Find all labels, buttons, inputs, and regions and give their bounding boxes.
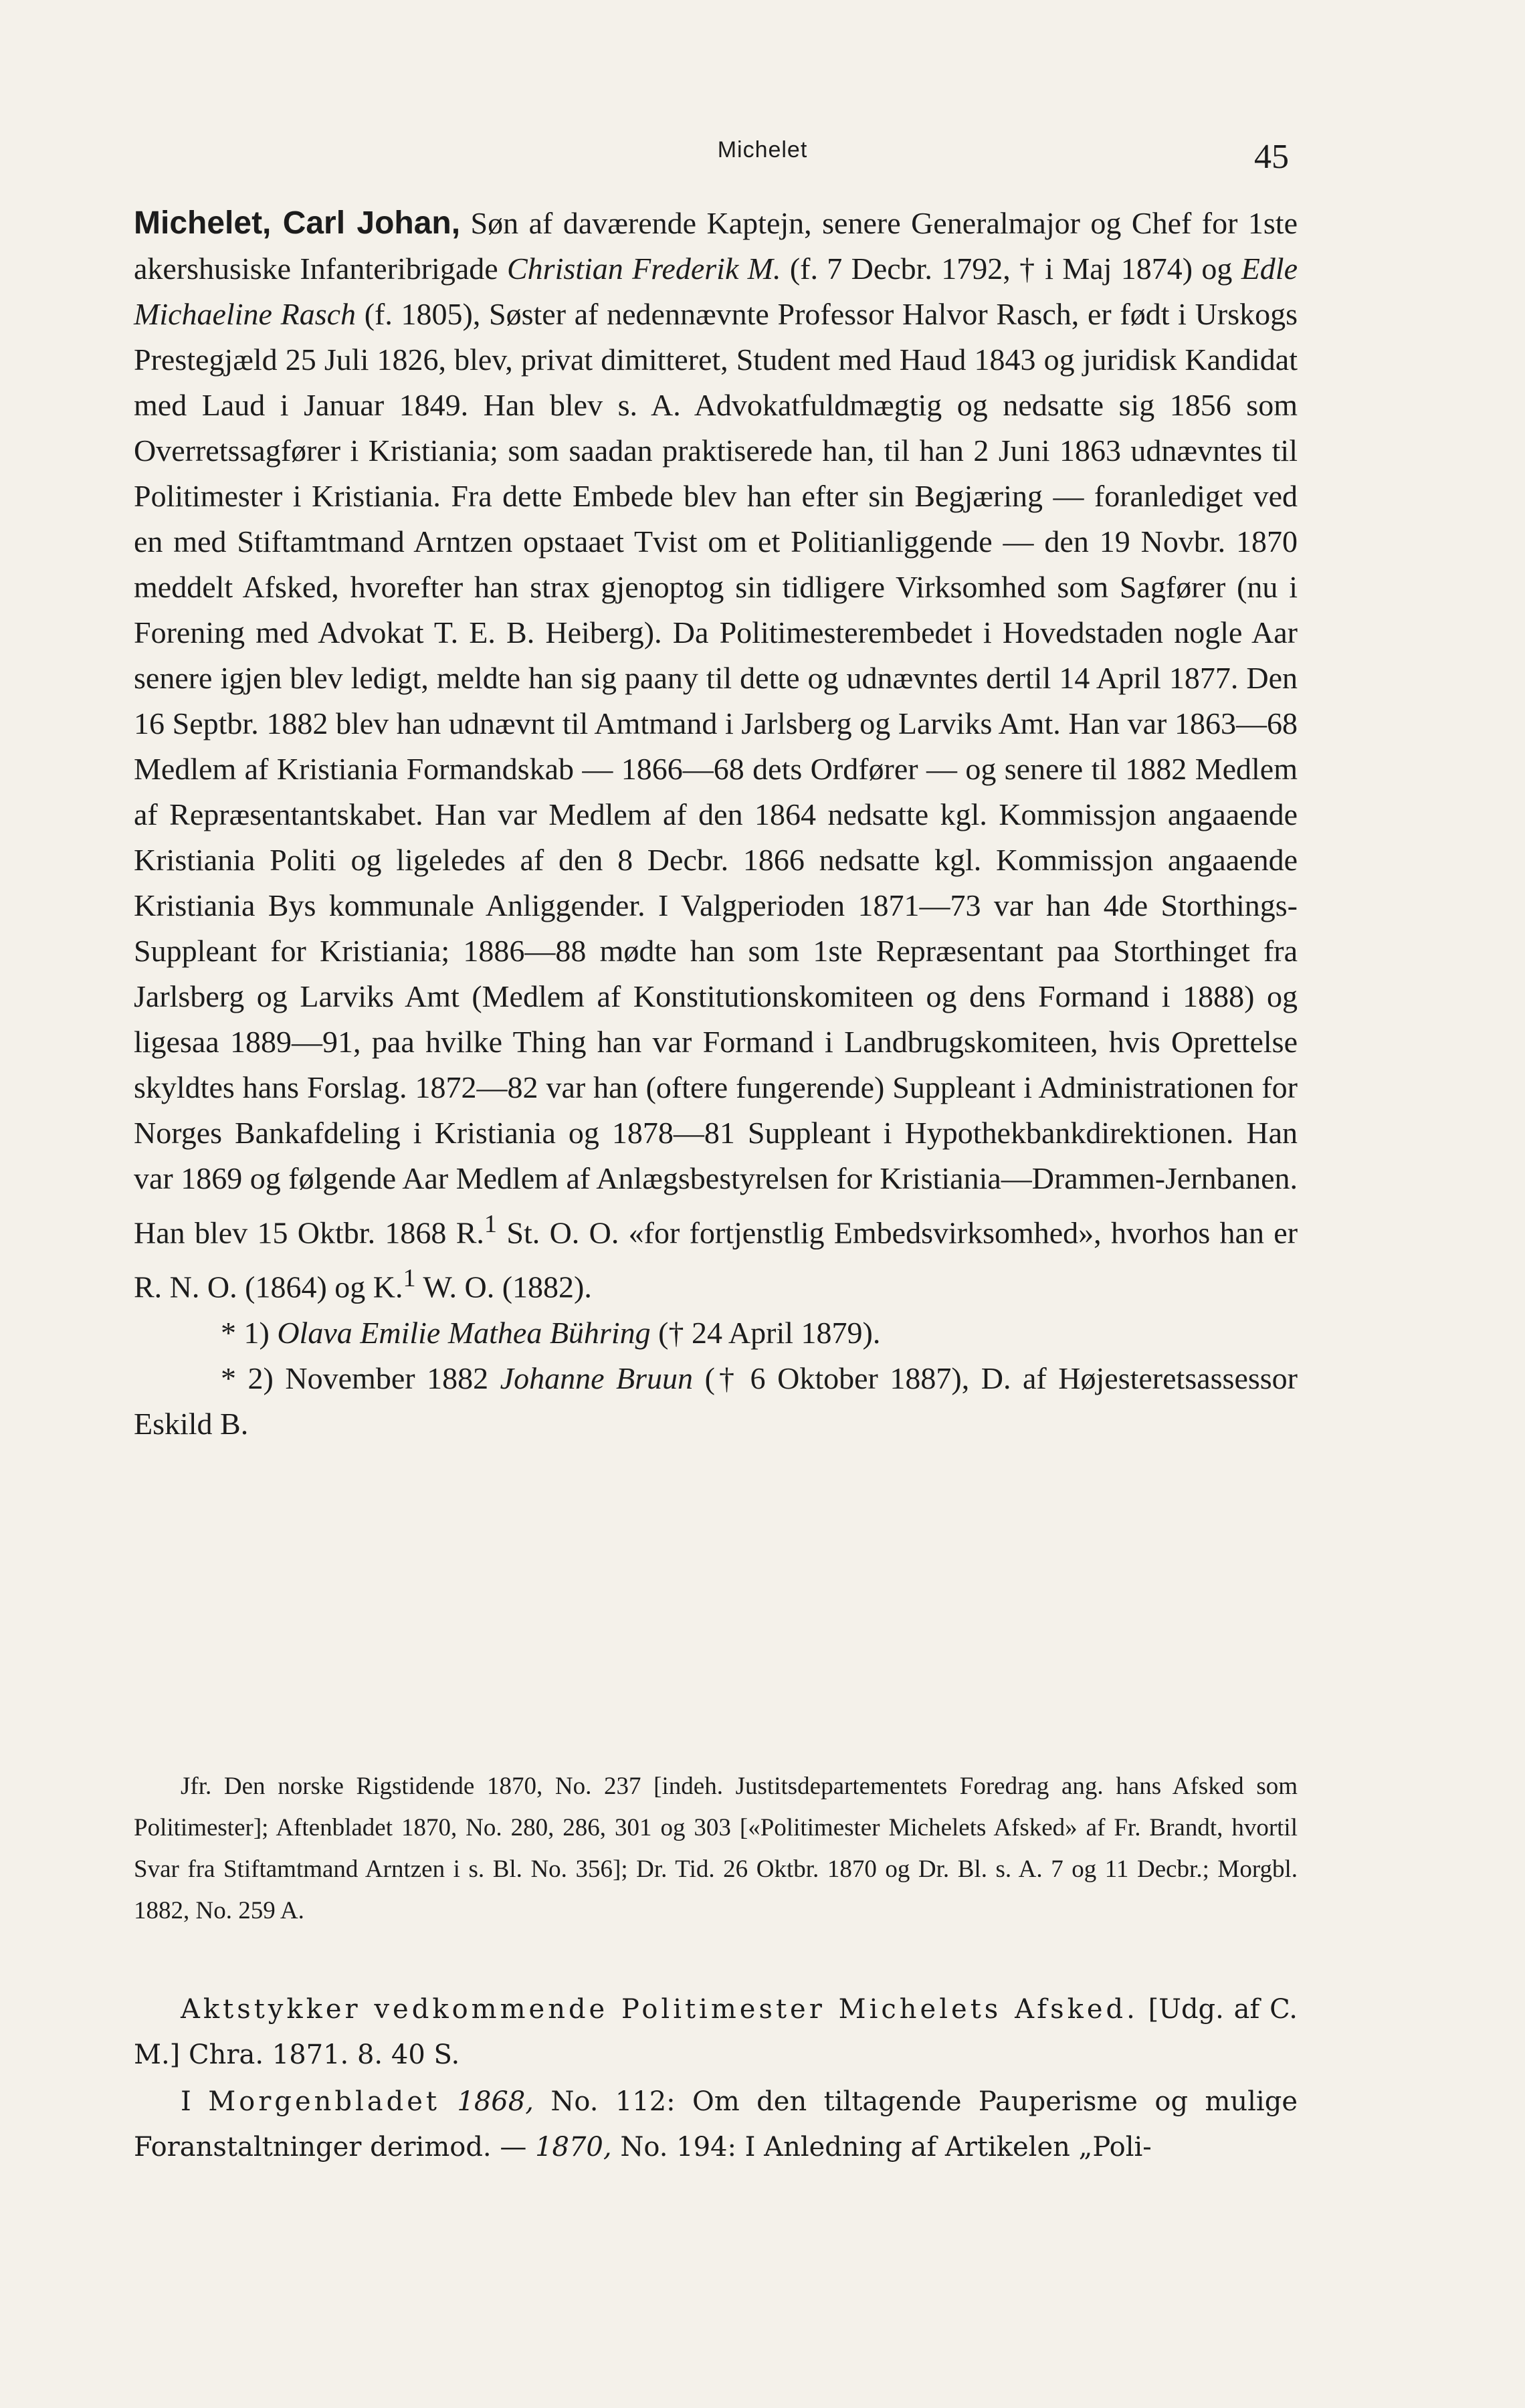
page-number: 45 — [1254, 138, 1289, 176]
father-name: Christian Frederik M. — [506, 252, 781, 286]
biography-paragraph — [134, 201, 1298, 1310]
references-section — [134, 1766, 1298, 1932]
biography-entry — [134, 201, 1298, 1447]
spouse-1-name: Olava Emilie Mathea Bühring — [277, 1315, 651, 1350]
marriage-2: * 2) November 1882 Johanne Bruun († 6 Oktober 1887), D. af Højesteretsassessor Eskild B. — [134, 1361, 1298, 1441]
work-item: I Morgenbladet 1868, No. 112: Om den tiltagende Pauperisme og mulige Foranstaltninger derimod. — 1870, No. 194: I Anledning af Artikelen „Poli- — [134, 2086, 1298, 2163]
work-title: Aktstykker vedkommende Politimester Michelets Afsked. — [181, 1994, 1138, 2025]
mother-name: Edle Michaeline Rasch — [134, 252, 1298, 331]
father-dates: (f. 7 Decbr. 1792, † i Maj 1874) og — [781, 252, 1241, 286]
entry-name: Michelet, Carl Johan, — [134, 205, 461, 241]
works-list — [134, 1987, 1298, 2171]
entry-intro: Søn af daværende Kaptejn, senere Generalmajor og Chef for 1ste akershusiske Infanteribrigade — [134, 206, 1298, 286]
marriage-1: * 1) Olava Emilie Mathea Bühring († 24 April 1879). — [221, 1315, 881, 1350]
footnote-marker: 1 — [403, 1264, 416, 1293]
main-text-end: W. O. (1882). — [415, 1270, 592, 1304]
main-text-continued: St. O. O. «for fortjenstlig Embedsvirksomhed», hvorhos han er R. N. O. (1864) og K. — [134, 1215, 1298, 1304]
spouse-2-name: Johanne Bruun — [500, 1361, 694, 1395]
footnote-marker: 1 — [484, 1210, 498, 1238]
main-text: (f. 1805), Søster af nedennævnte Professor Halvor Rasch, er født i Urskogs Prestegjæld 25 Juli 1826, blev, privat dimitteret, Student med Haud 1843 og juridisk Kandidat med Laud i Januar 1849. Han blev s. A. Advokatfuldmægtig og nedsatte sig 1856 som Overretssagfører i Kristiania; som saadan praktiserede han, til han 2 Juni 1863 udnævntes til Politimester i Kristiania. Fra dette Embede blev han efter sin Begjæring — foranlediget ved en med Stiftamtmand Arntzen opstaaet Tvist om et Politianliggende — den 19 Novbr. 1870 meddelt Afsked, hvorefter han strax gjenoptog sin tidligere Virksomhed som Sagfører (nu i Forening med Advokat T. E. B. Heiberg). Da Politimesterembedet i Hovedstaden nogle Aar senere igjen blev ledigt, meldte han sig paany til dette og udnævntes dertil 14 April 1877. Den 16 Septbr. 1882 blev han udnævnt til Amtmand i Jarlsberg og Larviks Amt. Han var 1863—68 Medlem af Kristiania Formandskab — 1866—68 dets Ordfører — og senere til 1882 Medlem af Repræsentantskabet. Han var Medlem af den 1864 nedsatte kgl. Kommissjon angaaende Kristiania Politi og ligeledes af den 8 Decbr. 1866 nedsatte kgl. Kommissjon angaaende Kristiania Bys kommunale Anliggender. I Valgperioden 1871—73 var han 4de Storthings-Suppleant for Kristiania; 1886—88 mødte han som 1ste Repræsentant paa Storthinget fra Jarlsberg og Larviks Amt (Medlem af Konstitutionskomiteen og dens Formand i 1888) og ligesaa 1889—91, paa hvilke Thing han var Formand i Landbrugskomiteen, hvis Oprettelse skyldtes hans Forslag. 1872—82 var han (oftere fungerende) Suppleant i Administrationen for Norges Bankafdeling i Kristiania og 1878—81 Suppleant i Hypothekbankdirektionen. Han var 1869 og følgende Aar Medlem af Anlægsbestyrelsen for Kristiania—Drammen-Jernbanen. Han blev 15 Oktbr. 1868 R. — [134, 297, 1298, 1250]
newspaper-name: Morgenbladet — [208, 2086, 440, 2117]
work-item: Aktstykker vedkommende Politimester Michelets Afsked. [Udg. af C. M.] Chra. 1871. 8. 40 S. — [134, 1994, 1298, 2070]
references-text: Jfr. Den norske Rigstidende 1870, No. 237 [indeh. Justitsdepartementets Foredrag ang. hans Afsked som Politimester]; Aftenbladet 1870, No. 280, 286, 301 og 303 [«Politimester Michelets Afsked» af Fr. Brandt, hvortil Svar fra Stiftamtmand Arntzen i s. Bl. No. 356]; Dr. Tid. 26 Oktbr. 1870 og Dr. Bl. s. A. 7 og 11 Decbr.; Morgbl. 1882, No. 259 A. — [134, 1773, 1298, 1924]
running-head: Michelet — [717, 137, 808, 163]
